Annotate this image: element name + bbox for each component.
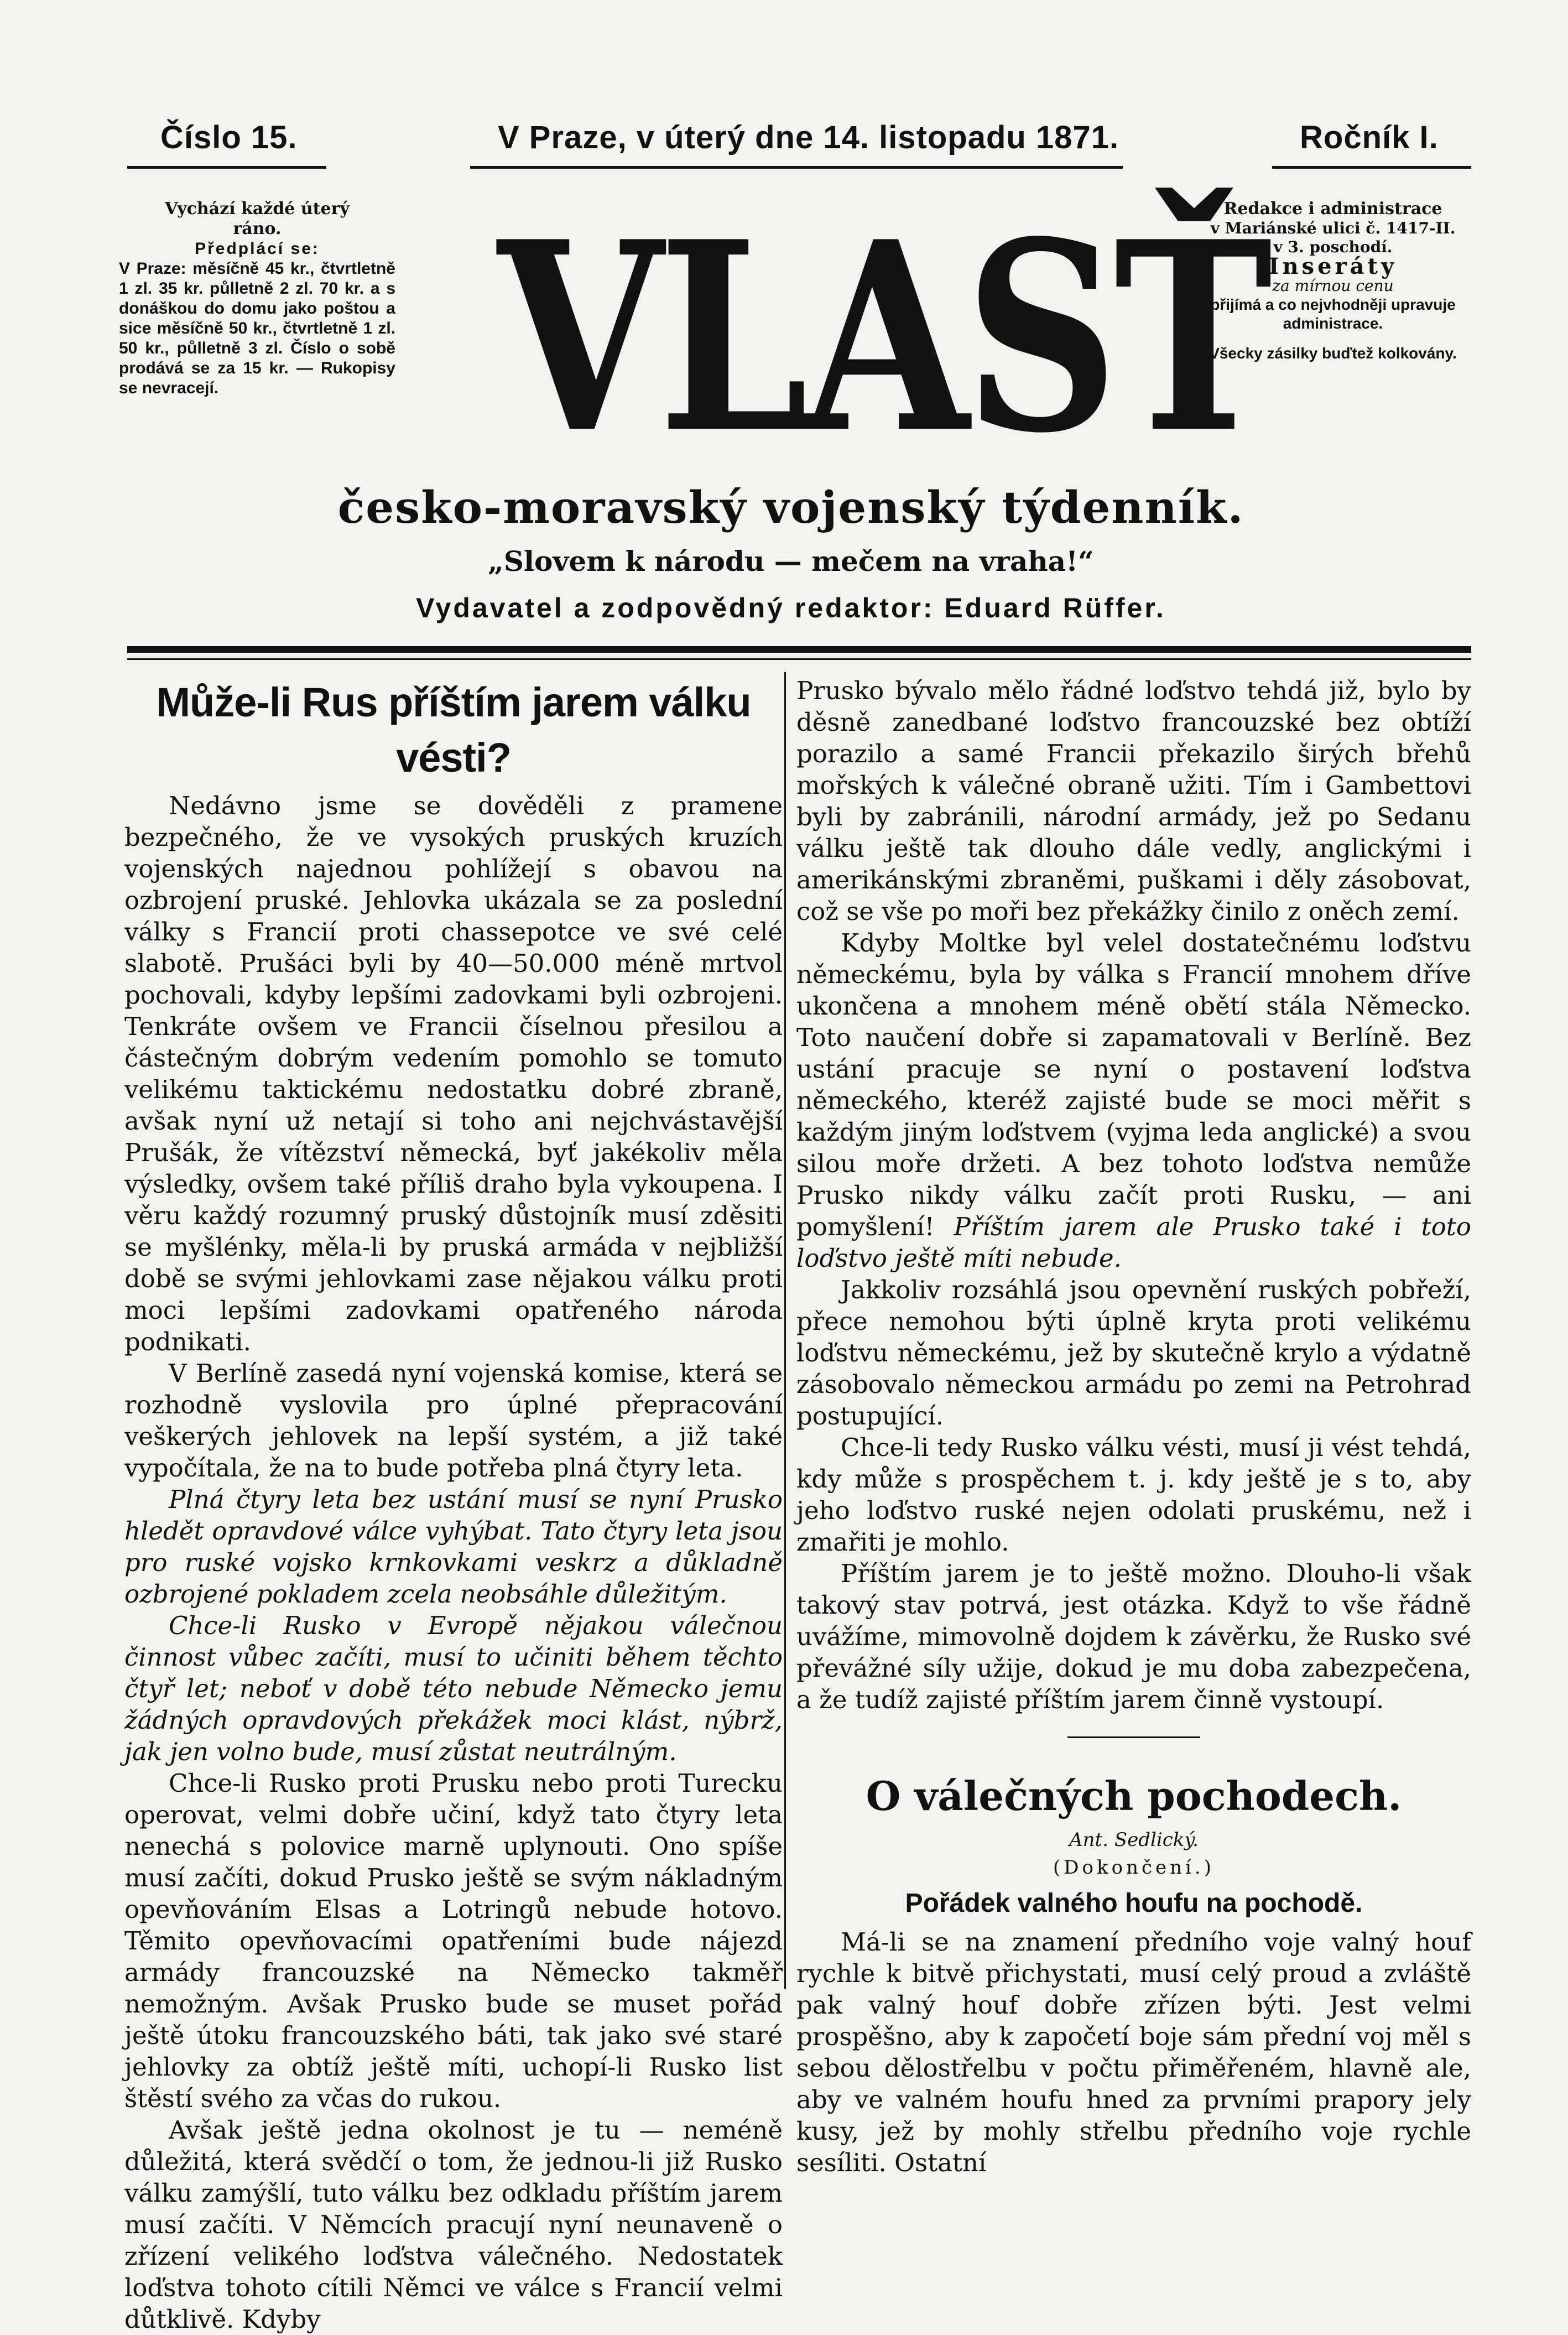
article-paragraph: Chce-li Rusko v Evropě nějakou válečnou činnost vůbec začíti, musí to učiniti během těchto čtyř let; neboť v době této nebude Německo jemu žádných opravdových překážek moci klást, nýbrž, jak jen volno bude, musí zůstat neutrálným.	[124, 1611, 783, 1766]
article-paragraph: Příštím jarem je to ještě možno. Dlouho-li však takový stav potrvá, jest otázka. Když to vše řádně uvážíme, mimovolně dojdem k závěrku, že Rusko své převážné síly užije, dokud je mu doba zabezpečena, a že tudíž zajisté příštím jarem činně vystoupí.	[796, 1559, 1471, 1714]
article-subheading: Pořádek valného houfu na pochodě.	[905, 1889, 1363, 1918]
office-floor: v 3. poschodí.	[1273, 238, 1393, 256]
article-paragraph: Nedávno jsme se dověděli z pramene bezpečného, že ve vysokých pruských kruzích vojenských najednou pohlížejí s obavou na ozbrojení pruské. Jehlovka ukázala se za poslední války s Francií proti chassepotce ve své celé slabotě. Prušáci byli by 40—50.000 méně mrtvol pochovali, kdyby lepšími zadovkami byli ozbrojeni. Tenkráte ovšem ve Francii číselnou přesilou a částečným dobrým vedením pomohlo se tomuto velikému taktickému nedostatku dobré zbraně, avšak nyní už netají si toho ani nejchvástavější Prušák, že vítězství německá, byť jakékoliv měla výsledky, ovšem také příliš draho byla vykoupena. I věru každý rozumný pruský důstojník musí zděsiti se myšlénky, měla-li by pruská armáda v nejbližší době se svými jehlovkami zase nějakou válku proti moci lepšími zadovkami opatřeného národa podnikati.	[124, 791, 783, 1356]
article-headline: O válečných pochodech.	[866, 1772, 1402, 1819]
newspaper-title: VLASŤ	[497, 185, 1268, 490]
article-paragraph: Prusko bývalo mělo řádné loďstvo tehdá již, bylo by děsně zanedbané loďstvo francouzské bez obtíží porazilo a samé Francii překazilo širých břehů mořských k válečné obraně užiti. Tím i Gambettovi byli by zabránili, národní armády, jež po Sedanu válku ještě tak dlouho dále vedly, anglickými i amerikánskými zbraněmi, puškami i děly zásobovat, což se vše po moři bez překážky činilo z oněch zemí.	[796, 676, 1471, 926]
office-address: v Mariánské ulici č. 1417-II.	[1210, 219, 1456, 237]
article-author: Ant. Sedlický.	[1069, 1829, 1199, 1851]
article-paragraph: V Berlíně zasedá nyní vojenská komise, která se rozhodně vyslovila pro úplné přepracování veškerých jehlovek na lepší systém, a již také vypočítala, že na to bude potřeba plná čtyry leta.	[124, 1359, 783, 1483]
article-headline: Může-li Rus příštím jarem válku vésti?	[156, 679, 751, 781]
top-rule-left	[127, 166, 326, 169]
publication-schedule: Vychází každé úterý	[165, 199, 350, 219]
dateline: V Praze, v úterý dne 14. listopadu 1871.	[498, 119, 1119, 155]
masthead-rule-thin	[127, 658, 1471, 660]
article-paragraph: Avšak ještě jedna okolnost je tu — neméně důležitá, která svědčí o tom, že jednou-li již Rusko válku zamýšlí, tuto válku bez odkladu příštím jarem musí začíti. V Němcích pracují nyní neunaveně o zřízení velikého loďstva válečného. Nedostatek loďstva tohoto cítili Němci ve válce s Francií velmi důtklivě. Kdyby	[124, 2115, 783, 2334]
postage-note: Všecky zásilky buďtež kolkovány.	[1209, 345, 1457, 362]
office-heading: Redakce i administrace	[1223, 199, 1442, 219]
article-paragraph: Kdyby Moltke byl velel dostatečnému loďstvu německému, byla by válka s Francií mnohem dříve ukončena a mnohem méně obětí stála Německo. Toto naučení dobře si zapamatovali v Berlíně. Bez ustání pracuje se nyní o postavení loďstva německého, kteréž zajisté bude se moci měřit s každým jiným loďstvem (vyjma leda anglické) a svou silou moře držeti. A bez tohoto loďstva nemůže Prusko nikdy válku začít proti Rusku, — ani pomyšlení! Příštím jarem ale Prusko také i toto loďstvo ještě míti nebude.	[796, 928, 1471, 1273]
editorial-info-box	[1195, 199, 1471, 363]
ads-price-note: za mírnou cenu	[1272, 277, 1394, 295]
column-divider	[784, 672, 786, 1989]
masthead-rule-thick	[127, 646, 1471, 653]
continuation-note: (Dokončení.)	[1053, 1856, 1215, 1879]
volume-number: Ročník I.	[1300, 119, 1439, 155]
ads-heading: Inseráty	[1268, 253, 1398, 279]
subscription-prices: V Praze: měsíčně 45 kr., čtvrtletně 1 zl. 35 kr. půlletně 2 zl. 70 kr. a s donáškou do domu jako poštou a sice měsíčně 50 kr., čtvrtletně 1 zl. 50 kr., půlletně 3 zl. Číslo o sobě prodává se za 15 kr. — Rukopisy se nevracejí.	[119, 259, 395, 397]
issue-number: Číslo 15.	[160, 119, 298, 155]
article-paragraph: Chce-li Rusko proti Prusku nebo proti Turecku operovat, velmi dobře učiní, když tato čtyry leta nenechá s polovice marně uplynouti. Ono spíše musí začíti, dokud Prusko ještě se svým nákladným opevňováním Elsas a Lotringů nebude hotovo. Těmito opevňovacími opatřeními bude nájezd armády francouzské na Německo takměř nemožným. Avšak Prusko bude se muset pořád ještě útoku francouzského báti, tak jako své staré jehlovky za obtíž ještě míti, uchopí-li Rusko list štěstí svého za včas do rukou.	[124, 1769, 783, 2113]
column-left	[124, 675, 783, 2335]
article-paragraph: Má-li se na znamení předního voje valný houf rychle k bitvě přichystati, musí celý proud a zvláště pak valný houf dobře zřízen býti. Jest velmi prospěšno, aby k započetí boje sám přední voj měl s sebou dělostřelbu v počtu přiměřeném, hlavně ale, aby ve valném houfu hned za prvními prapory jely kusy, jež by mohly střelbu předního voje rychle sesíliti. Ostatní	[796, 1927, 1471, 2177]
top-rule-right	[1272, 166, 1471, 169]
article-paragraph: Plná čtyry leta bez ustání musí se nyní Prusko hledět opravdové válce vyhýbat. Tato čtyry leta jsou pro ruské vojsko krnkovkami veskrz a důkladně ozbrojené pokladem zcela neobsáhle důležitým.	[124, 1485, 783, 1609]
column-right	[796, 675, 1471, 2178]
subscription-heading: Předplácí se:	[195, 240, 320, 258]
article-separator	[1067, 1736, 1200, 1738]
publisher-line: Vydavatel a zodpovědný redaktor: Eduard Rüffer.	[416, 592, 1166, 623]
article-paragraph: Chce-li tedy Rusko válku vésti, musí ji vést tehdá, kdy může s prospěchem t. j. kdy ještě je s to, aby jeho loďstvo ruské nejen odolati pruskému, než i zmařiti je mohlo.	[796, 1433, 1471, 1557]
newspaper-subtitle: česko-moravský vojenský týdenník.	[337, 481, 1244, 533]
newspaper-motto: „Slovem k národu — mečem na vraha!“	[488, 545, 1094, 578]
top-rule-center	[470, 166, 1123, 169]
publication-schedule-cont: ráno.	[233, 219, 282, 238]
article-paragraph: Jakkoliv rozsáhlá jsou opevnění ruských pobřeží, přece nemohou býti úplně kryta proti velikému loďstvu německému, jež by skutečně krylo a výdatně zásobovalo německou armádu po zemi na Petrohrad postupující.	[796, 1275, 1471, 1431]
ads-text: přijímá a co nejvhodněji upravuje administrace.	[1210, 296, 1456, 332]
subscription-box	[119, 199, 395, 398]
